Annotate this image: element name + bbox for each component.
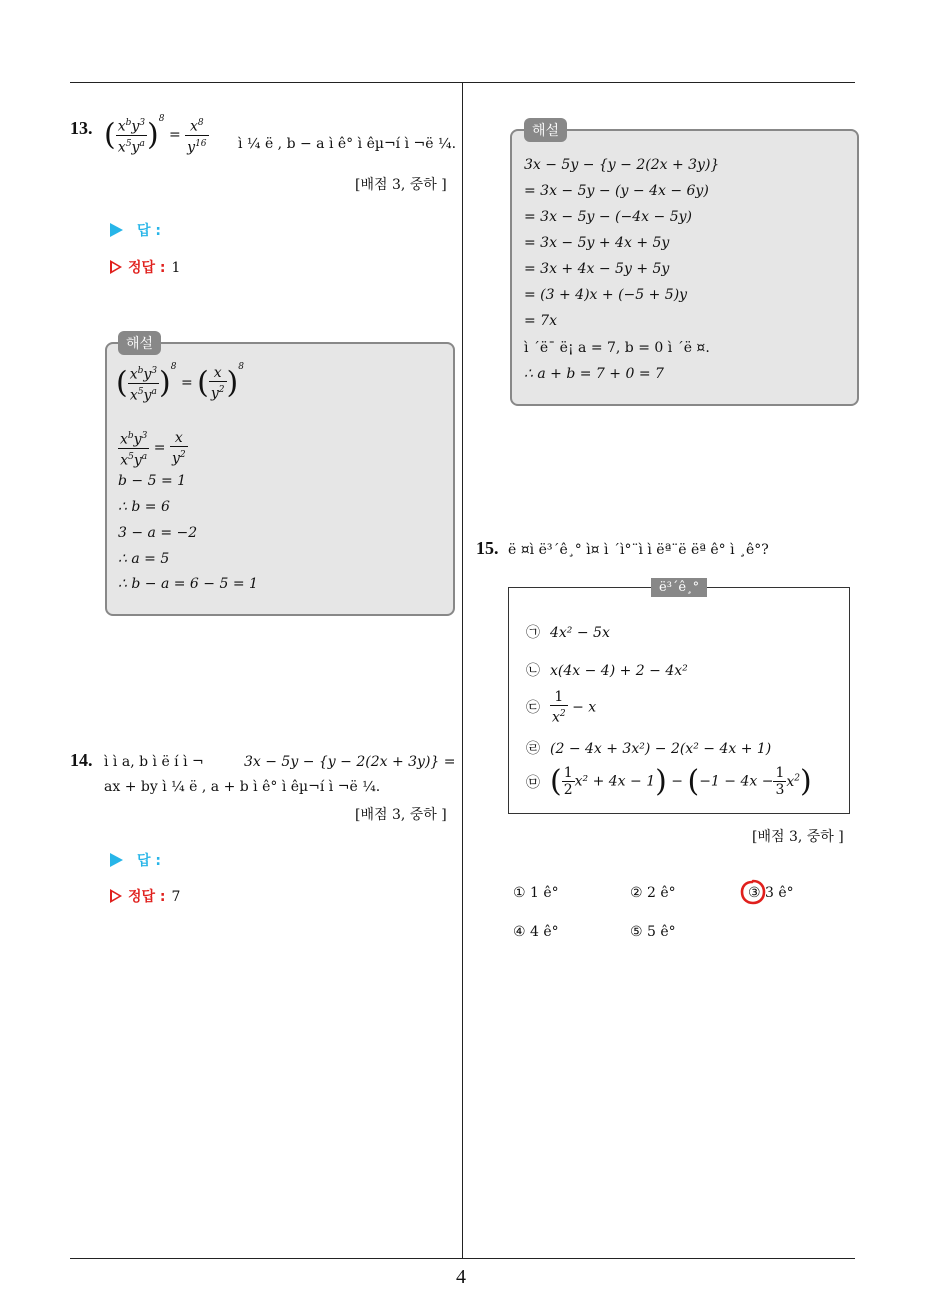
question-15-number: 15.	[476, 538, 499, 558]
question-14-text-line2: ax + by ì ¼ ë , a + b ì ê° ì êµ¬í ì ¬ë ¼.	[104, 779, 381, 795]
question-15-text: ë ¤ì ë³´ê¸° ì¤ ì ´ì°¨ì ì ëª¨ë ëª ê° ì ¸ê°?	[508, 542, 769, 558]
selected-answer-circle-icon	[738, 877, 768, 907]
choice-2[interactable]: ② 2 ê°	[630, 885, 676, 901]
bottom-rule	[70, 1258, 855, 1259]
triangle-icon	[110, 223, 123, 237]
solution-13-line-1: ( $\frac{x^by^3}{x^5y^a}$ )$^8$ = ( $\frac{x}{y^2}$ )$^8$	[116, 362, 244, 404]
bogi-item-4: ㉣ (2 − 4x + 3x²) − 2(x² − 4x + 1)	[526, 741, 772, 757]
question-15-score: [배점 3, 중하 ]	[752, 829, 844, 845]
question-14-solution-tag: 해설	[524, 118, 567, 142]
choice-3[interactable]: ③ 3 ê°	[748, 885, 794, 901]
choice-1[interactable]: ① 1 ê°	[513, 885, 559, 901]
solution-14-line-1: 3x − 5y − {y − 2(2x + 3y)}	[524, 157, 720, 173]
question-14-number: 14.	[70, 750, 93, 770]
question-14-correct-value: 7	[171, 889, 181, 905]
solution-14-line-7: = 7x	[524, 313, 557, 329]
question-14-text-prefix: ì ì a, b ì ë í ì ¬	[104, 754, 204, 770]
question-13-answer-label: 답 :	[110, 220, 161, 240]
bogi-item-3: ㉢ $\frac{1}{x^2}$ − x	[526, 689, 597, 726]
question-14-correct: 정답 : 7	[110, 886, 180, 906]
page-number: 4	[456, 1266, 466, 1288]
question-14-score: [배점 3, 중하 ]	[355, 807, 447, 823]
choice-5[interactable]: ⑤ 5 ê°	[630, 924, 676, 940]
outline-triangle-icon	[110, 260, 122, 274]
outline-triangle-icon	[110, 889, 122, 903]
solution-14-line-2: = 3x − 5y − (y − 4x − 6y)	[524, 183, 709, 199]
solution-13-line-2: $\frac{x^by^3}{x^5y^a}$ = $\frac{x}{y^2}$	[120, 429, 186, 469]
question-13-number: 13.	[70, 118, 93, 138]
bogi-item-5: ㉤ ( $\frac{1}{2}$ x² + 4x − 1) − (−1 − 4x − $\frac{1}{3}$ $x^2$)	[526, 764, 812, 799]
question-14-answer-label: 답 :	[110, 850, 161, 870]
question-13-correct: 정답 : 1	[110, 257, 180, 277]
question-13-score: [배점 3, 중하 ]	[355, 177, 447, 193]
choice-4[interactable]: ④ 4 ê°	[513, 924, 559, 940]
bogi-item-1: ㉠ 4x² − 5x	[526, 625, 610, 641]
solution-14-line-5: = 3x + 4x − 5y + 5y	[524, 261, 670, 277]
solution-14-line-6: = (3 + 4)x + (−5 + 5)y	[524, 287, 688, 303]
solution-14-line-4: = 3x − 5y + 4x + 5y	[524, 235, 670, 251]
triangle-icon	[110, 853, 123, 867]
question-14-expression: 3x − 5y − {y − 2(2x + 3y)} =	[244, 754, 456, 770]
bogi-tag: ë³´ê¸°	[651, 578, 707, 597]
solution-14-line-8: ì ´ë¯ ë¡ a = 7, b = 0 ì ´ë ¤.	[524, 340, 710, 356]
column-divider	[462, 82, 463, 1258]
question-13-solution-tag: 해설	[118, 331, 161, 355]
question-13-expression: ( $\frac{x^by^3}{x^5y^a}$ )$^8$ = $\frac{x^8}{y^{16}}$	[104, 114, 207, 156]
solution-13-line-5: 3 − a = −2	[118, 525, 198, 541]
solution-14-line-3: = 3x − 5y − (−4x − 5y)	[524, 209, 692, 225]
question-13-correct-value: 1	[171, 260, 181, 276]
solution-13-line-7: ∴ b − a = 6 − 5 = 1	[118, 576, 258, 592]
solution-14-line-9: ∴ a + b = 7 + 0 = 7	[524, 366, 664, 382]
solution-13-line-4: ∴ b = 6	[118, 499, 170, 515]
solution-13-line-3: b − 5 = 1	[118, 473, 187, 489]
bogi-item-2: ㉡ x(4x − 4) + 2 − 4x²	[526, 663, 688, 679]
solution-13-line-6: ∴ a = 5	[118, 551, 170, 567]
question-13-text: ì ¼ ë , b − a ì ê° ì êµ¬í ì ¬ë ¼.	[238, 136, 457, 152]
